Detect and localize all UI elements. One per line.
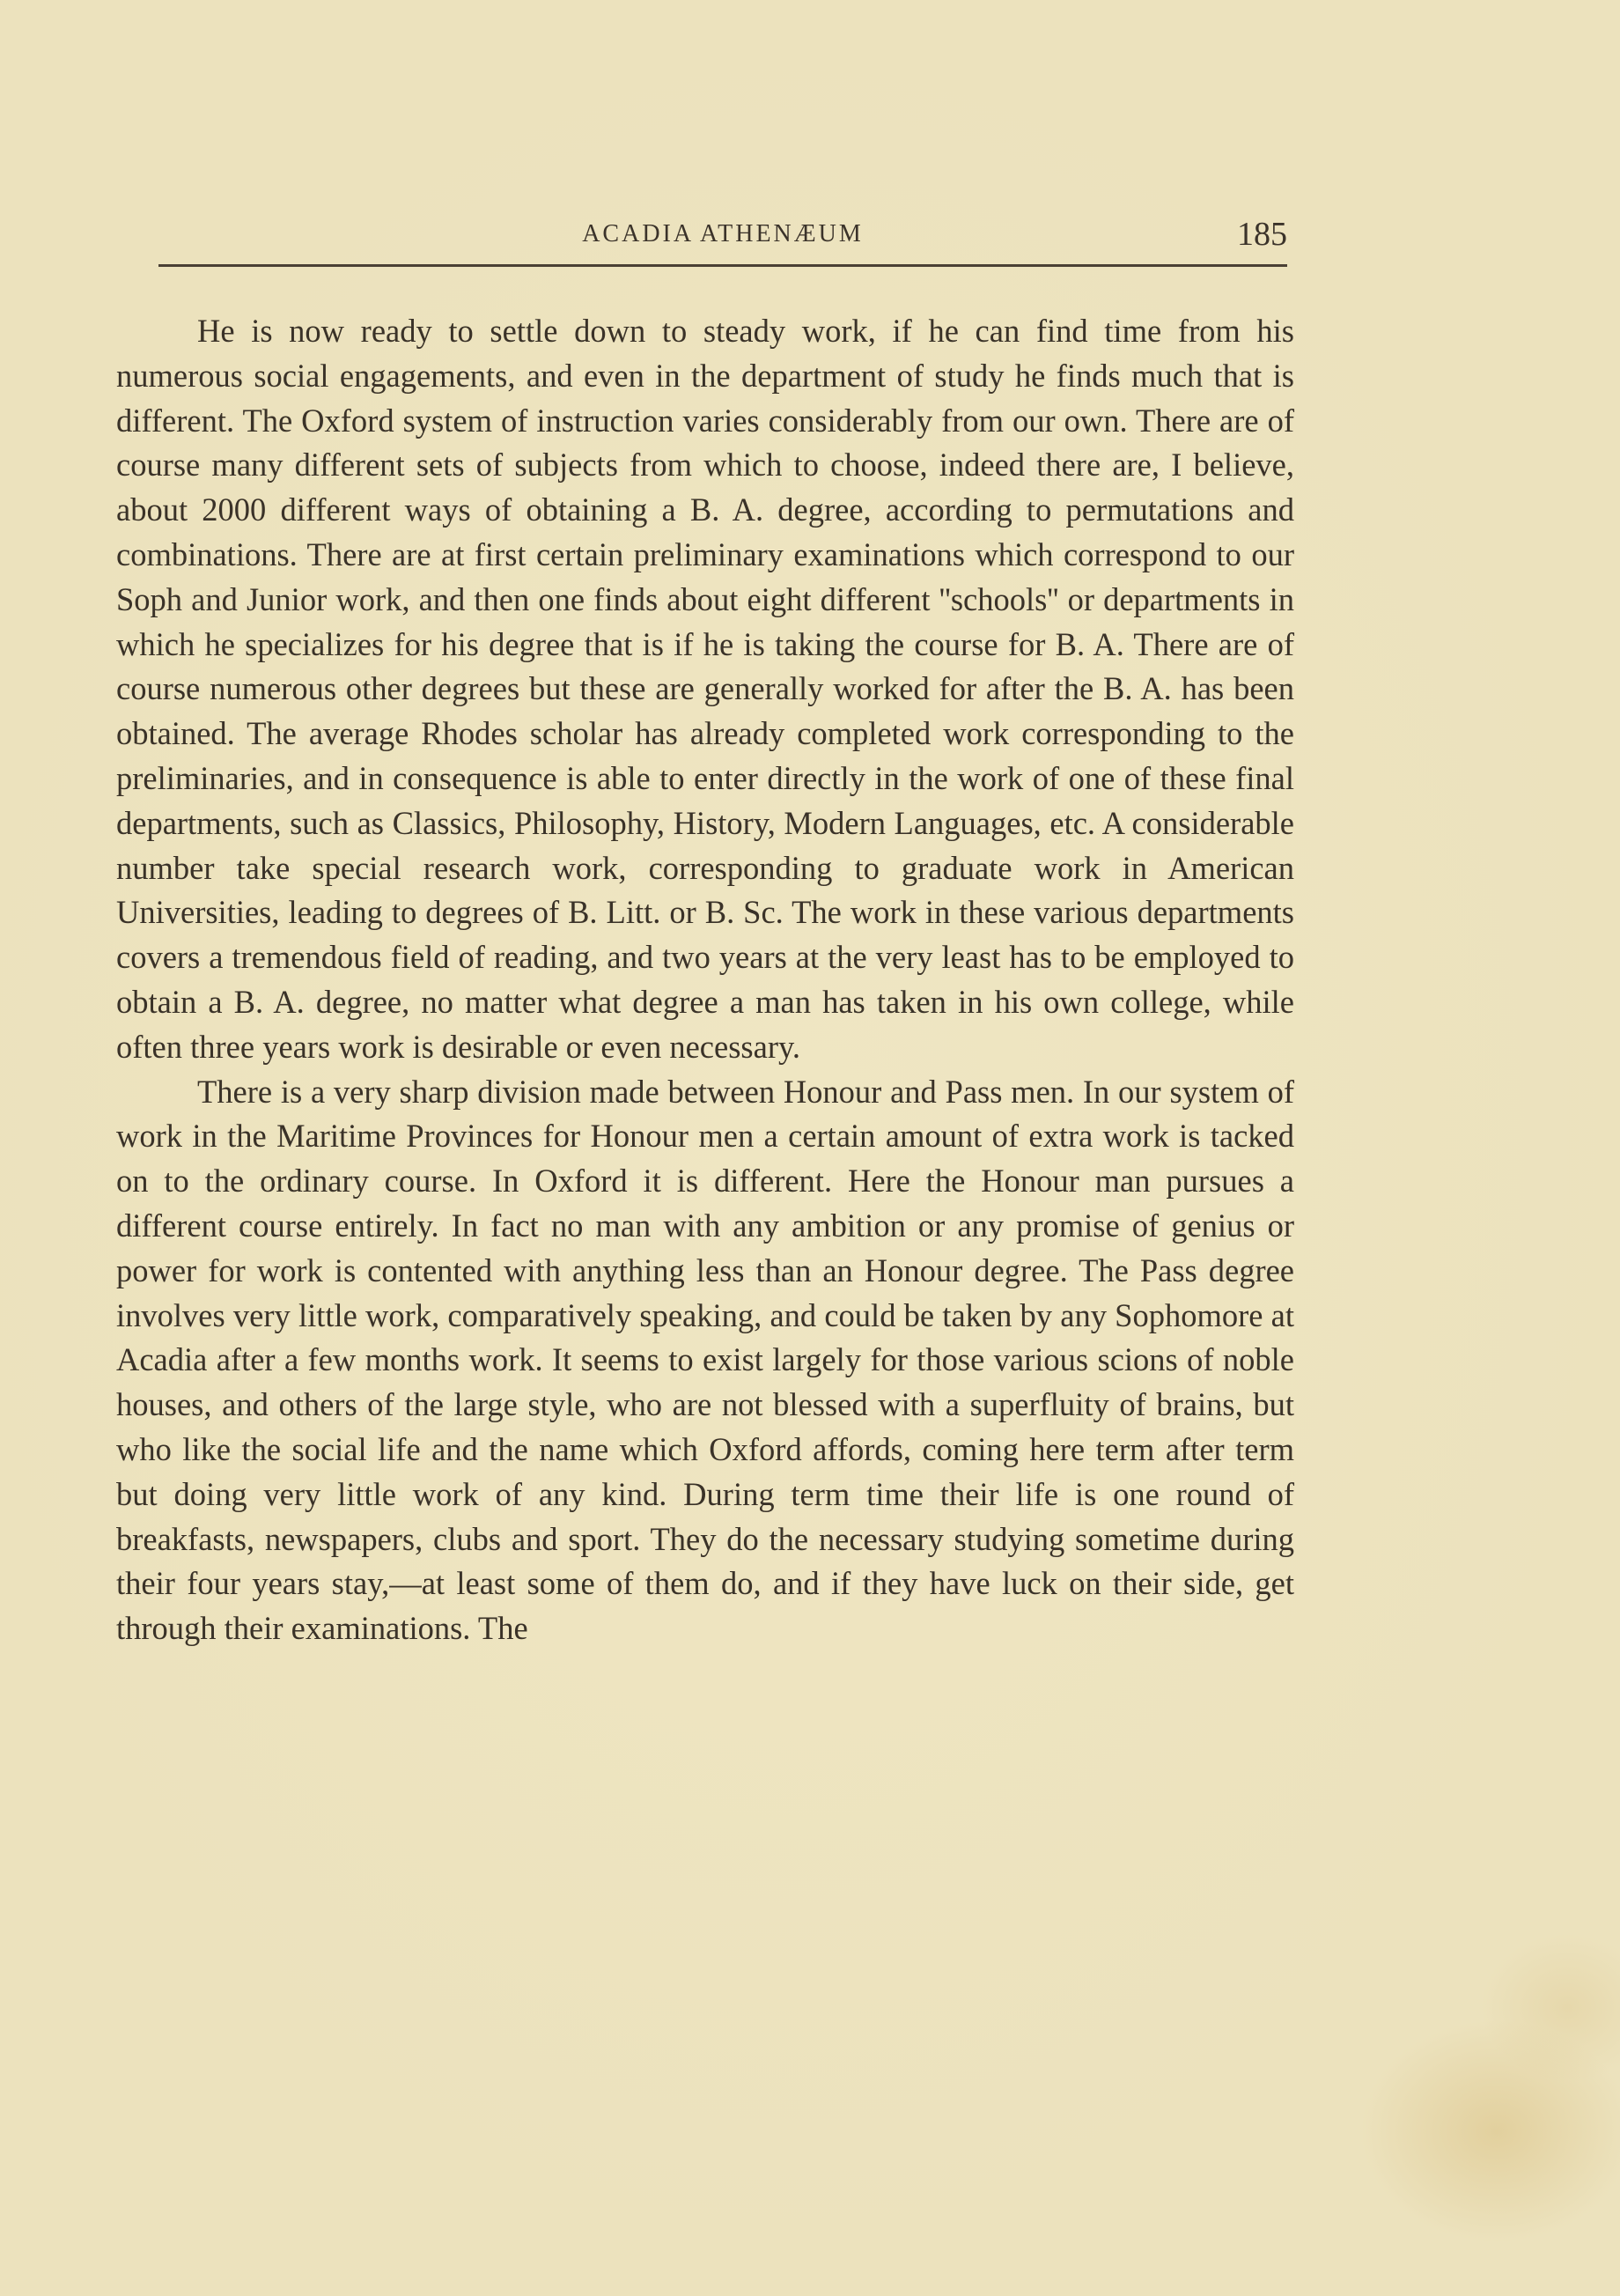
header-rule bbox=[158, 264, 1287, 267]
running-head bbox=[158, 215, 1287, 259]
running-title: ACADIA ATHENÆUM bbox=[582, 220, 864, 247]
paragraph: He is now ready to settle down to steady work, if he can find time from his numerous social engagements, and even in the department of study he finds much that is different. The Oxford system of instruction varies considerably from our own. There are of course many different sets of subjects from which to choose, indeed there are, I believe, about 2000 different ways of obtaining a B. A. degree, according to permutations and combinations. There are at first certain preliminary examinations which correspond to our Soph and Junior work, and then one finds about eight different ''schools'' or departments in which he specializes for his degree that is if he is taking the course for B. A. There are of course numerous other degrees but these are generally worked for after the B. A. has been obtained. The average Rhodes scholar has already completed work corresponding to the preliminaries, and in consequence is able to enter directly in the work of one of these final departments, such as Classics, Philosophy, History, Modern Languages, etc. A considerable number take special research work, corresponding to graduate work in American Universities, leading to degrees of B. Litt. or B. Sc. The work in these various departments covers a tremendous field of reading, and two years at the very least has to be employed to obtain a B. A. degree, no matter what degree a man has taken in his own college, while often three years work is desirable or even necessary. bbox=[116, 313, 1294, 1065]
article-body bbox=[116, 309, 1294, 1651]
paragraph: There is a very sharp division made between Honour and Pass men. In our system of work in the Maritime Provinces for Honour men a certain amount of extra work is tacked on to the ordinary course. In Oxford it is different. Here the Honour man pursues a different course entirely. In fact no man with any ambition or any promise of genius or power for work is contented with anything less than an Honour degree. The Pass degree involves very little work, comparatively speaking, and could be taken by any Sophomore at Acadia after a few months work. It seems to exist largely for those various scions of noble houses, and others of the large style, who are not blessed with a superfluity of brains, but who like the social life and the name which Oxford affords, coming here term after term but doing very little work of any kind. During term time their life is one round of breakfasts, newspapers, clubs and sport. They do the necessary studying sometime during their four years stay,—at least some of them do, and if they have luck on their side, get through their examinations. The bbox=[116, 1073, 1294, 1647]
page-number: 185 bbox=[1237, 216, 1287, 253]
